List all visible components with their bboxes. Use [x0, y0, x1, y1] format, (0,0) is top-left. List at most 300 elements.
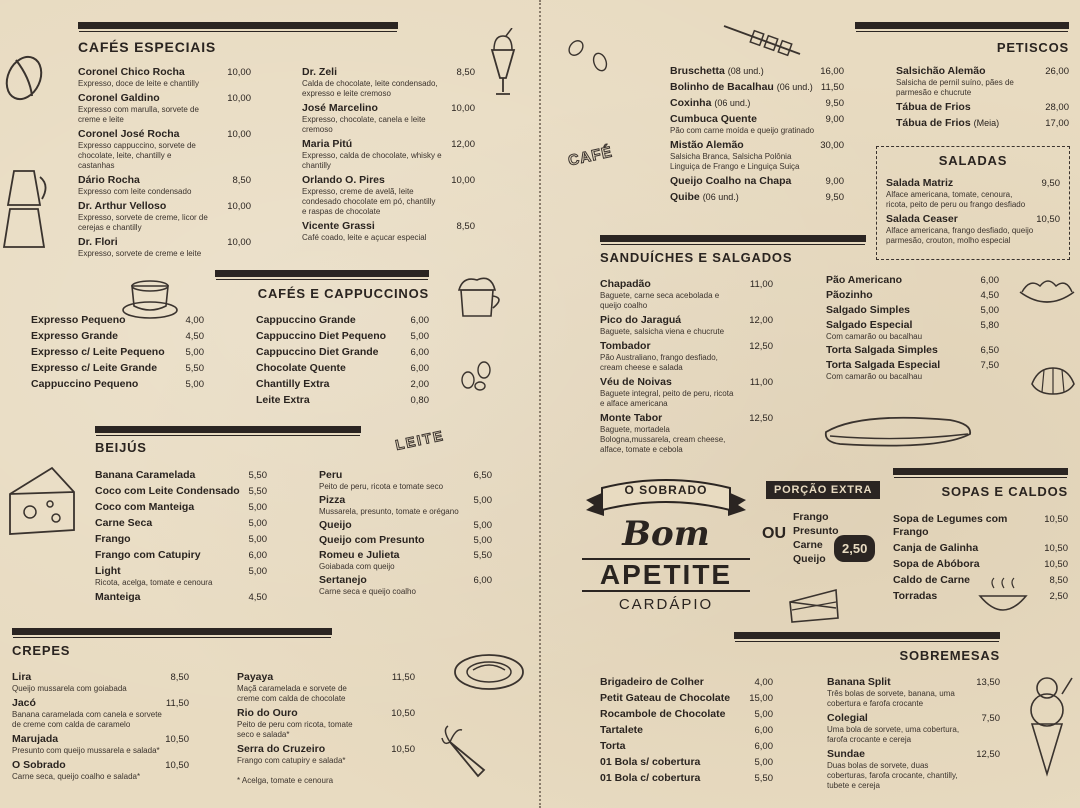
item-name	[827, 748, 865, 761]
item-name-text: Sertanejo	[319, 574, 367, 586]
menu-item-row	[256, 378, 429, 391]
menu-item-row	[95, 591, 267, 604]
item-description: Salsicha de pernil suíno, pães de parmesão e chucrute	[896, 78, 1014, 97]
menu-item-row	[12, 759, 189, 772]
item-name	[95, 517, 152, 530]
item-price: 5,00	[754, 757, 773, 768]
item-name	[319, 469, 342, 482]
item-description: Peito de peru, ricota e tomate seco	[319, 482, 444, 491]
item-name-text: Sopa de Legumes com Frango	[893, 513, 1008, 538]
item-name-text: Coxinha	[670, 97, 712, 109]
item-unit: (06 und.)	[702, 192, 739, 202]
menu-item-brigadeiro-de-colher	[600, 676, 773, 689]
menu-item-row	[302, 174, 475, 187]
section-title: SOPAS E CALDOS	[941, 484, 1068, 499]
item-price: 16,00	[820, 66, 844, 77]
item-name-text: Cappuccino Pequeno	[31, 378, 139, 390]
item-price: 5,00	[185, 379, 204, 390]
item-name-text: Chocolate Quente	[256, 362, 346, 374]
menu-item-coxinha	[670, 97, 844, 110]
menu-item-cappuccino-diet-grande	[256, 346, 429, 359]
menu-item-row	[600, 772, 773, 785]
item-price: 5,80	[980, 320, 999, 331]
item-name-text: 01 Bola s/ cobertura	[600, 756, 701, 768]
item-name-text: Cumbuca Quente	[670, 113, 757, 125]
item-price: 10,50	[165, 734, 189, 745]
item-name	[827, 676, 891, 689]
item-description: Expresso, sorvete de creme e leite	[78, 249, 202, 258]
item-name-text: Vicente Grassi	[302, 220, 375, 232]
menu-item-row	[827, 712, 1000, 725]
item-name	[600, 412, 662, 425]
menu-item-tabua-de-frios	[896, 117, 1069, 130]
cafe-stamp: CAFÉ	[566, 143, 615, 170]
menu-item-row	[237, 671, 415, 684]
item-name-text: Banana Split	[827, 676, 891, 688]
item-name-text: Queijo	[319, 519, 352, 531]
item-name	[600, 340, 651, 353]
item-name	[95, 469, 195, 482]
menu-item-row	[302, 220, 475, 233]
item-name-text: Dr. Zeli	[302, 66, 338, 78]
item-name	[256, 394, 310, 407]
menu-item-row	[827, 748, 1000, 761]
item-name	[12, 697, 36, 710]
item-name-text: Pão Americano	[826, 274, 903, 286]
section-title: CAFÉS E CAPPUCCINOS	[257, 286, 429, 301]
item-name-text: Sundae	[827, 748, 865, 760]
item-description: Uma bola de sorvete, uma cobertura, farofa crocante e cereja	[827, 725, 960, 744]
menu-item-row	[896, 117, 1069, 130]
item-name-text: Petit Gateau de Chocolate	[600, 692, 731, 704]
menu-item-row	[256, 394, 429, 407]
item-name	[31, 314, 126, 327]
menu-item-row	[600, 278, 773, 291]
item-name	[319, 574, 367, 587]
menu-item-row	[78, 128, 251, 141]
item-name-text: Marujada	[12, 733, 59, 745]
item-name-text: Peru	[319, 469, 343, 481]
menu-item-row	[95, 501, 267, 514]
item-name	[600, 756, 700, 769]
menu-item-dr-flori	[78, 236, 251, 259]
item-name-text: Chantilly Extra	[256, 378, 330, 390]
item-name-text: Bolinho de Bacalhau	[670, 81, 774, 93]
section-title: CREPES	[12, 643, 71, 658]
item-name-text: Tábua de Frios	[896, 101, 971, 113]
divider	[600, 235, 866, 242]
item-name-text: Dr. Flori	[78, 236, 118, 248]
item-name-text: Dário Rocha	[78, 174, 140, 186]
item-name	[31, 362, 157, 375]
divider	[734, 632, 1000, 639]
item-name	[893, 558, 980, 571]
item-name	[256, 314, 356, 327]
item-unit: (06 und.)	[714, 98, 751, 108]
item-price: 5,00	[754, 709, 773, 720]
item-name-text: Tombador	[600, 340, 651, 352]
menu-item-serra-do-cruzeiro	[237, 743, 415, 766]
item-name	[237, 707, 298, 720]
menu-item-row	[893, 558, 1068, 571]
item-description: Com camarão ou bacalhau	[826, 332, 923, 341]
menu-item-veu-de-noivas	[600, 376, 773, 409]
coffee-bean-icon	[2, 52, 46, 104]
item-description: Baguete, carne seca acebolada e queijo coalho	[600, 291, 720, 310]
item-price: 10,50	[1044, 543, 1068, 554]
menu-item-lira	[12, 671, 189, 694]
cafes-cappuccinos-col1	[31, 314, 204, 394]
item-price: 8,50	[456, 67, 475, 78]
item-price: 10,00	[227, 237, 251, 248]
menu-item-payaya	[237, 671, 415, 704]
menu-item-tartalete	[600, 724, 773, 737]
item-price: 5,50	[754, 773, 773, 784]
item-name-text: Jacó	[12, 697, 36, 709]
petiscos-col2	[896, 65, 1069, 133]
item-name	[827, 712, 868, 725]
item-price: 4,50	[248, 592, 267, 603]
item-price: 4,50	[185, 331, 204, 342]
item-name-text: Salgado Especial	[826, 319, 913, 331]
item-name-text: Mistão Alemão	[670, 139, 744, 151]
item-name	[256, 378, 330, 391]
item-price: 12,00	[749, 315, 773, 326]
item-name	[670, 191, 739, 204]
item-price: 10,00	[451, 103, 475, 114]
item-price: 13,50	[976, 677, 1000, 688]
menu-item-row	[12, 697, 189, 710]
logo-main: APETITE	[582, 558, 750, 592]
item-name-text: Banana Caramelada	[95, 469, 196, 481]
menu-item-canja-de-galinha	[893, 542, 1068, 555]
item-description: Baguete integral, peito de peru, ricota e alface americana	[600, 389, 734, 408]
menu-item-chantilly-extra	[256, 378, 429, 391]
menu-item-dr-arthur-velloso	[78, 200, 251, 233]
menu-item-row	[600, 314, 773, 327]
coffee-beans-icon	[458, 358, 494, 392]
item-description: Três bolas de sorvete, banana, uma cobertura e farofa crocante	[827, 689, 955, 708]
menu-item-vicente-grassi	[302, 220, 475, 243]
menu-item-row	[256, 330, 429, 343]
item-name	[600, 708, 725, 721]
item-description: Calda de chocolate, leite condensado, expresso e leite cremoso	[302, 79, 438, 98]
menu-item-banana-split	[827, 676, 1000, 709]
item-name	[78, 66, 185, 79]
item-name	[826, 359, 940, 372]
item-description: Goiabada com queijo	[319, 562, 395, 571]
item-price: 8,50	[1049, 575, 1068, 586]
menu-item-row	[896, 101, 1069, 114]
menu-item-row	[237, 743, 415, 756]
item-name	[302, 174, 385, 187]
item-name	[95, 533, 131, 546]
salad-bowl-icon	[1016, 276, 1078, 310]
croissant-icon	[1028, 364, 1078, 412]
item-name	[893, 542, 978, 555]
item-description: Duas bolas de sorvete, duas coberturas, farofa crocante, chantilly, tubete e cereja	[827, 761, 958, 790]
item-name	[893, 513, 1044, 539]
moka-pot-icon	[0, 165, 50, 250]
section-title: SALADAS	[938, 153, 1008, 168]
menu-item-manteiga	[95, 591, 267, 604]
item-name-text: Orlando O. Pires	[302, 174, 385, 186]
item-price: 5,00	[410, 331, 429, 342]
item-price: 2,50	[1049, 591, 1068, 602]
item-name	[670, 139, 744, 152]
menu-item-rocambole-de-chocolate	[600, 708, 773, 721]
item-name-text: Coronel Chico Rocha	[78, 66, 185, 78]
item-name	[670, 81, 813, 94]
menu-item-carne-seca	[95, 517, 267, 530]
beijus-col1	[95, 469, 267, 607]
item-name-text: Expresso c/ Leite Pequeno	[31, 346, 165, 358]
item-name-text: Pico do Jaraguá	[600, 314, 682, 326]
item-price: 9,50	[825, 192, 844, 203]
item-name-text: Cappuccino Diet Grande	[256, 346, 379, 358]
item-price: 6,00	[410, 363, 429, 374]
item-name-text: Pizza	[319, 494, 346, 506]
item-price: 5,50	[185, 363, 204, 374]
menu-item-expresso-c-leite-pequeno	[31, 346, 204, 359]
item-price: 12,50	[976, 749, 1000, 760]
item-price: 5,00	[248, 518, 267, 529]
menu-item-salsichao-alemao	[896, 65, 1069, 98]
crepes-col2	[237, 671, 415, 769]
saladas-box	[876, 146, 1070, 260]
sobremesas-header	[734, 632, 1000, 663]
item-name	[95, 549, 201, 562]
item-name	[237, 743, 325, 756]
menu-item-row	[826, 359, 999, 372]
menu-item-queijo-coalho-na-chapa	[670, 175, 844, 188]
porcao-price: 2,50	[834, 535, 875, 562]
menu-item-row	[600, 708, 773, 721]
item-name-text: Coco com Leite Condensado	[95, 485, 240, 497]
menu-item-row	[256, 314, 429, 327]
item-price: 4,50	[980, 290, 999, 301]
item-name	[302, 138, 352, 151]
item-price: 9,00	[825, 114, 844, 125]
porcao-item: Presunto	[793, 525, 839, 537]
menu-item-row	[302, 138, 475, 151]
item-name-text: Colegial	[827, 712, 868, 724]
item-name	[302, 220, 375, 233]
menu-item-monte-tabor	[600, 412, 773, 455]
menu-item-expresso-c-leite-grande	[31, 362, 204, 375]
item-description: Expresso, sorvete de creme, licor de cerejas e chantilly	[78, 213, 208, 232]
menu-item-row	[826, 274, 999, 287]
item-description: Pão com carne moída e queijo gratinado	[670, 126, 815, 135]
menu-item-torta-salgada-simples	[826, 344, 999, 357]
menu-item-row	[95, 469, 267, 482]
menu-item-jaco	[12, 697, 189, 730]
item-price: 8,50	[170, 672, 189, 683]
item-name	[600, 772, 700, 785]
item-name	[302, 66, 337, 79]
item-name	[12, 733, 58, 746]
item-price: 11,00	[749, 279, 773, 290]
cappuccino-mug-icon	[455, 272, 507, 322]
item-name	[78, 128, 180, 141]
item-name	[600, 740, 625, 753]
menu-item-row	[600, 676, 773, 689]
menu-item-row	[31, 330, 204, 343]
item-price: 6,00	[980, 275, 999, 286]
item-price: 10,50	[1036, 214, 1060, 225]
menu-item-coronel-galdino	[78, 92, 251, 125]
menu-item-row	[95, 485, 267, 498]
item-name-text: Monte Tabor	[600, 412, 663, 424]
item-name	[893, 574, 970, 587]
item-price: 10,50	[1044, 559, 1068, 570]
section-title: PETISCOS	[996, 40, 1069, 55]
menu-item-banana-caramelada	[95, 469, 267, 482]
cafes-especiais-col2	[302, 66, 475, 246]
item-name-text: José Marcelino	[302, 102, 378, 114]
item-name-text: Tábua de Frios	[896, 117, 971, 129]
menu-item-orlando-o-pires	[302, 174, 475, 217]
item-unit: (Meia)	[973, 118, 1000, 128]
menu-item-cumbuca-quente	[670, 113, 844, 136]
item-name	[256, 346, 379, 359]
menu-item-romeu-e-julieta	[319, 549, 492, 572]
item-price: 5,50	[248, 486, 267, 497]
menu-item-chocolate-quente	[256, 362, 429, 375]
item-name-text: Véu de Noivas	[600, 376, 672, 388]
item-price: 5,00	[473, 520, 492, 531]
menu-item-row	[95, 549, 267, 562]
item-price: 12,50	[749, 413, 773, 424]
menu-item-row	[78, 66, 251, 79]
item-price: 10,00	[227, 201, 251, 212]
item-description: Ricota, acelga, tomate e cenoura	[95, 578, 213, 587]
menu-item-coco-com-leite-condensado	[95, 485, 267, 498]
item-name-text: Carne Seca	[95, 517, 153, 529]
menu-item-row	[827, 676, 1000, 689]
menu-item-cappuccino-diet-pequeno	[256, 330, 429, 343]
item-name-text: Cappuccino Diet Pequeno	[256, 330, 387, 342]
menu-item-sundae	[827, 748, 1000, 791]
item-price: 17,00	[1045, 118, 1069, 129]
item-name-text: Bruschetta	[670, 65, 725, 77]
item-description: Presunto com queijo mussarela e salada*	[12, 746, 160, 755]
coffee-beans-icon	[566, 36, 612, 76]
menu-item-dario-rocha	[78, 174, 251, 197]
item-price: 5,00	[248, 534, 267, 545]
menu-item-row	[78, 92, 251, 105]
menu-item-row	[670, 97, 844, 110]
section-title: BEIJÚS	[95, 440, 147, 455]
item-name-text: Queijo com Presunto	[319, 534, 425, 546]
item-name-text: Frango	[95, 533, 131, 545]
item-description: Expresso com leite condensado	[78, 187, 192, 196]
logo-sub: CARDÁPIO	[618, 596, 714, 613]
item-description: Peito de peru com ricota, tomate seco e salada*	[237, 720, 353, 739]
item-description: Frango com catupiry e salada*	[237, 756, 346, 765]
item-name	[896, 65, 985, 78]
item-name-text: Rio do Ouro	[237, 707, 298, 719]
item-name	[600, 314, 681, 327]
page-fold	[539, 0, 541, 808]
item-name-text: Quibe	[670, 191, 700, 203]
item-description: Baguete, salsicha viena e chucrute	[600, 327, 725, 336]
logo	[582, 470, 750, 620]
item-name-text: Light	[95, 565, 121, 577]
item-description: Expresso com marulla, sorvete de creme e leite	[78, 105, 199, 124]
item-price: 9,50	[825, 98, 844, 109]
logo-script: Bom	[622, 514, 710, 554]
menu-item-marujada	[12, 733, 189, 756]
menu-item-row	[600, 724, 773, 737]
item-name	[826, 274, 902, 287]
item-name	[12, 759, 66, 772]
menu-item-row	[670, 191, 844, 204]
cafes-cappuccinos-col2	[256, 314, 429, 410]
menu-item-tombador	[600, 340, 773, 373]
item-description: Expresso, creme de avelã, leite condesado chocolate em pó, chantilly e raspas de chocolate	[302, 187, 436, 216]
item-description: Queijo mussarela com goiabada	[12, 684, 127, 693]
item-name	[600, 376, 672, 389]
item-name	[31, 378, 138, 391]
menu-item-salada-matriz	[886, 177, 1060, 210]
menu-item-row	[600, 740, 773, 753]
saladas-list	[886, 177, 1060, 249]
item-name-text: Canja de Galinha	[893, 542, 979, 554]
item-name	[319, 494, 345, 507]
menu-item-row	[670, 175, 844, 188]
menu-item-pizza	[319, 494, 492, 517]
porcao-item: Frango	[793, 511, 829, 523]
item-name	[826, 344, 938, 357]
menu-item-row	[600, 340, 773, 353]
menu-item-row	[670, 139, 844, 152]
crepes-header	[12, 628, 332, 658]
item-price: 7,50	[980, 360, 999, 371]
sandwich-icon	[820, 410, 976, 456]
item-name-text: O Sobrado	[12, 759, 66, 771]
divider	[12, 628, 332, 635]
menu-item-row	[600, 376, 773, 389]
item-price: 5,00	[473, 535, 492, 546]
divider	[215, 270, 429, 277]
menu-item-row	[670, 81, 844, 94]
item-name-text: Pãozinho	[826, 289, 873, 301]
sobremesas-col1	[600, 676, 773, 788]
menu-item-row	[886, 213, 1060, 226]
menu-item-row	[893, 513, 1068, 539]
section-title: SOBREMESAS	[899, 648, 1000, 663]
item-price: 30,00	[820, 140, 844, 151]
item-name-text: Maria Pitú	[302, 138, 353, 150]
menu-item-mistao-alemao	[670, 139, 844, 172]
item-name	[78, 92, 160, 105]
leite-stamp: LEITE	[393, 427, 446, 453]
cafes-especiais-col1	[78, 66, 251, 262]
menu-item-row	[31, 362, 204, 375]
item-description: Com camarão ou bacalhau	[826, 372, 923, 381]
menu-item-peru	[319, 469, 492, 492]
beijus-col2	[319, 469, 492, 599]
item-name-text: Torta Salgada Simples	[826, 344, 938, 356]
section-title: SANDUÍCHES E SALGADOS	[600, 250, 793, 265]
item-price: 11,50	[165, 698, 189, 709]
item-name-text: Manteiga	[95, 591, 141, 603]
menu-item-queijo	[319, 519, 492, 532]
menu-item-cappuccino-grande	[256, 314, 429, 327]
item-price: 6,00	[410, 315, 429, 326]
item-price: 5,50	[473, 550, 492, 561]
